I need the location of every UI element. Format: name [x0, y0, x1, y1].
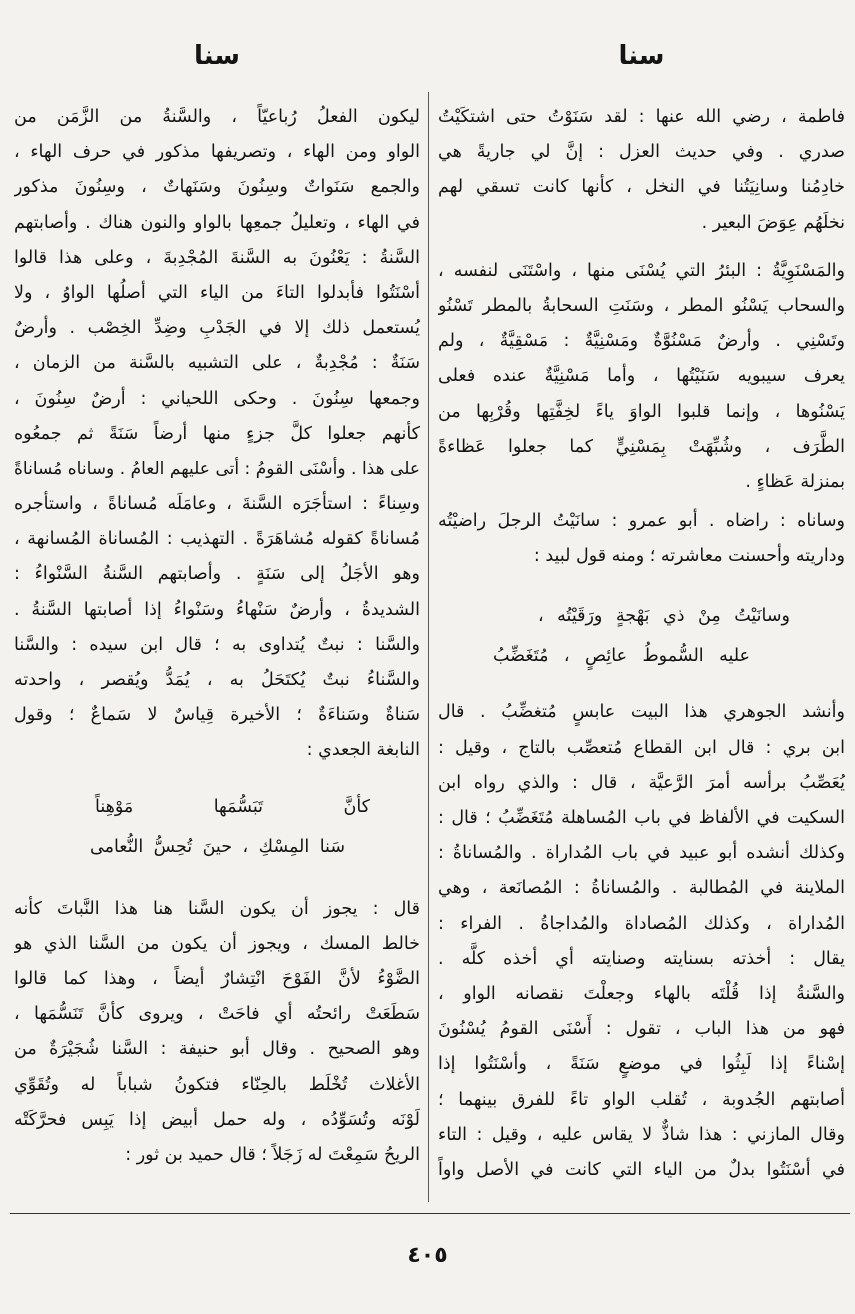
text-line: والسَّنا : نبتٌ يُتداوى به ؛ قال ابن سيده : والسَّنا	[14, 634, 420, 655]
left-column-header: سنا	[194, 41, 240, 71]
text-line: لَوْنَه وتُسَوِّدُه ، وله حمل أبيض إذا يَبِس فحرَّكَتْه	[14, 1109, 420, 1130]
text-line: وجمعها سِنُونَ . وحكى اللحياني : أرضٌ سِنُونَ ،	[14, 388, 420, 409]
text-line: ليكون الفعلُ رُباعيّاً ، والسَّنةُ من الزَّمَن من	[14, 107, 420, 127]
text-line: والسحاب يَسْنُو المطر ، وسَنَتِ السحابةُ بالمطر تَسْنُو	[438, 295, 845, 316]
verse-line: سَنا المِسْكِ ، حينَ تُحِسُّ النُّعامى	[90, 836, 345, 857]
verse	[14, 787, 420, 867]
text-line: والجمع سَنَواتٌ وسِنُونَ وسَنَهاتٌ ، وسِنُونَ مذكور	[14, 177, 420, 198]
text-line: وداريته وأحسنت معاشرته ؛ ومنه قول لبيد :	[533, 546, 845, 567]
text-line: الريحُ سَمِعْتَ له زَجَلاً ؛ قال حميد بن ثور :	[125, 1144, 420, 1165]
verse-line: وسانَيْتُ مِنْ ذي بَهْجةٍ ورَقَيْتُه ،	[538, 606, 790, 627]
text-line: إسْناءً إذا لَبِثُوا في موضعٍ سَنَةً ، وأسْنَتُوا إذا	[438, 1054, 845, 1075]
text-line: بمنزلة عَظاءٍ .	[745, 471, 845, 492]
left-column	[14, 100, 420, 1173]
text-line: الأغلاث تُخْلَط بالحِنّاء فتكونُ شباباً له وتُقَوِّي	[14, 1074, 420, 1095]
text-line: النابغة الجعدي :	[306, 740, 420, 761]
text-line: خالط المسك ، ويجوز أن يكون من السَّنا الذي هو	[14, 933, 420, 954]
text-line: سَنَةٌ : مُجْدِبةٌ ، على التشبيه بالسَّنة من الزمان ،	[14, 353, 420, 374]
text-line: السكيت في الألفاظ في باب المُساهلة مُتَغَضِّبُ ؛ قال :	[438, 808, 845, 828]
text-line: فاطمة ، رضي الله عنها : لقد سَنَوْتُ حتى اشتكَيْتُ	[438, 107, 845, 127]
text-line: الشديدةُ ، وأرضٌ سَنْهاءُ وسَنْواءُ إذا أصابتها السَّنةُ .	[14, 599, 420, 620]
text-line: في الهاء ، وتعليلُ جمعِها بالواو والنون هناك . وأصابتهم	[14, 212, 420, 233]
text-line: وهو الأجَلُ إلى سَنَةٍ . وأصابتهم السَّنةُ السَّنْواءُ :	[14, 564, 420, 585]
text-line: يُعَصِّبُ برأسه أمرَ الرَّعيَّة ، قال : والذي رواه ابن	[438, 772, 845, 793]
column-divider	[428, 92, 429, 1202]
text-line: على هذا . وأسْنَى القومُ : أتى عليهم العامُ . وساناه مُساناةً	[14, 458, 420, 479]
text-line: كأنهم جعلوا كلَّ جزءٍ منها أرضاً سَنَةً ثم جمعُوه	[14, 423, 420, 444]
paragraph	[438, 100, 845, 241]
text-line: سَطَعَتْ رائحتُه أي فاحَتْ ، ويروى كأنَّ تَنَسُّمَها ،	[14, 1004, 420, 1025]
paragraph	[14, 100, 420, 769]
text-line: خادِمُنا وسانِيَتُنا في النخل ، كأنها كانت تسقي لهم	[438, 177, 845, 198]
paragraph	[438, 695, 845, 1188]
verse-line: عليه السُّموطُ عائِصٍ ، مُتَغَضِّبُ	[493, 646, 750, 667]
text-line: الطَّرَف ، وشُبِّهَتْ بِمَسْنِيٍّ كما جعلوا عَظاءةً	[438, 436, 845, 457]
text-line: صدري . وفي حديث العزل : إنَّ لي جاريةً هي	[438, 142, 845, 163]
text-line: في أسْنَتُوا بدلٌ من الياء التي كانت في الأصل واواً	[438, 1159, 845, 1180]
right-column	[438, 100, 845, 1188]
text-line: وسِناءً : استأجَرَه السَّنةَ ، وعامَلَه مُساناةً ، واستأجره	[14, 494, 420, 515]
text-line: والسَّنةُ إذا قُلْتَه بالهاء وجعلْتَ نقصانه الواو ،	[438, 983, 845, 1004]
verse-line: كأنَّ تَبَسُّمَها مَوْهِناً	[95, 796, 370, 817]
right-column-header: سنا	[618, 41, 665, 71]
text-line: سَناةٌ وسَناءَةٌ ؛ الأخيرة قِياسٌ لا سَماعٌ ؛ وقول	[14, 705, 420, 726]
text-line: وأنشد الجوهري هذا البيت عابسٍ مُتغضِّبُ . قال	[438, 702, 845, 723]
text-line: نخلَهُم عِوَضَ البعير .	[701, 212, 845, 233]
text-line: وكذلك أنشده أبو عبيد في باب المُداراة . والمُساناةُ :	[438, 843, 845, 864]
text-line: وساناه : راضاه . أبو عمرو : سانَيْتُ الرجلَ راضيْتُه	[438, 511, 845, 532]
text-line: السَّنةُ : يَعْنُونَ به السَّنةَ المُجْدِبةَ ، وعلى هذا قالوا	[14, 247, 420, 268]
text-line: أسْنَتُوا فأبدلوا التاءَ من الياء التي أصلُها الواوُ ، ولا	[14, 282, 420, 303]
text-line: ابن بري : قال ابن القطاع مُتعصِّب بالتاج ، وقيل :	[438, 737, 845, 758]
text-line: والسَّناءُ نبتٌ يُكتَحَلُ به ، يُمَدُّ ويُقصر ، واحدته	[14, 670, 420, 690]
paragraph	[14, 892, 420, 1174]
text-line: وتَسْنِي . وأرضٌ مَسْنُوَّةٌ ومَسْنِيَّةٌ : مَسْقِيَّةٌ ، ولم	[438, 331, 845, 352]
text-line: وهو الصحيح . وقال أبو حنيفة : السَّنا شُجَيْرَةٌ من	[14, 1039, 420, 1060]
text-line: قال : يجوز أن يكون السَّنا هنا هذا النَّباتَ كأنه	[14, 898, 420, 919]
text-line: الملاينة في المُطالبة . والمُساناةُ : المُصانَعة ، وهي	[438, 878, 845, 899]
text-line: مُساناةً كقوله مُشاهَرَةً . التهذيب : المُساناة المُسانهة ،	[14, 529, 420, 550]
text-line: الضَّوْءُ لأنَّ الفَوْحَ انْتِشارٌ أيضاً ، وهذا كما قالوا	[14, 968, 420, 989]
verse	[438, 596, 845, 676]
text-line: يعرف سيبويه سَنَيْتُها ، وأما مَسْنِيَّةٌ عنده فعلى	[438, 366, 845, 387]
paragraph	[438, 504, 845, 574]
text-line: وقال المازني : هذا شاذٌّ لا يقاس عليه ، وقيل : التاء	[438, 1124, 845, 1145]
text-line: يَسْنُوها ، وإنما قلبوا الواوَ ياءً لخِفَّتِها وقُرْبِها من	[438, 401, 845, 422]
footer-rule	[10, 1213, 850, 1214]
text-line: يقال : أخذته بسنايته وصنايته أي أخذه كلَّه .	[438, 948, 845, 969]
text-line: والمَسْنَوِيَّةُ : البئرُ التي يُسْنَى منها ، واسْتَنَى لنفسه ،	[438, 260, 845, 281]
text-line: المُداراة ، وكذلك المُصاداة والمُداجاةُ . الفراء :	[438, 913, 845, 934]
text-line: الواو ومن الهاء ، وتصريفها مذكور في حرف الهاء ،	[14, 142, 420, 163]
text-line: فهو من هذا الباب ، تقول : أَسْنَى القومُ يُسْنُونَ	[438, 1019, 845, 1040]
page-number: ٤٠٥	[407, 1243, 448, 1268]
text-line: أصابتهم الجُدوبة ، تُقلب الواو تاءً للفرق بينهما ؛	[438, 1089, 845, 1110]
text-line: يُستعمل ذلك إلا في الجَدْبِ وضِدِّ الخِصْب . وأرضٌ	[14, 318, 420, 339]
paragraph	[438, 254, 845, 500]
